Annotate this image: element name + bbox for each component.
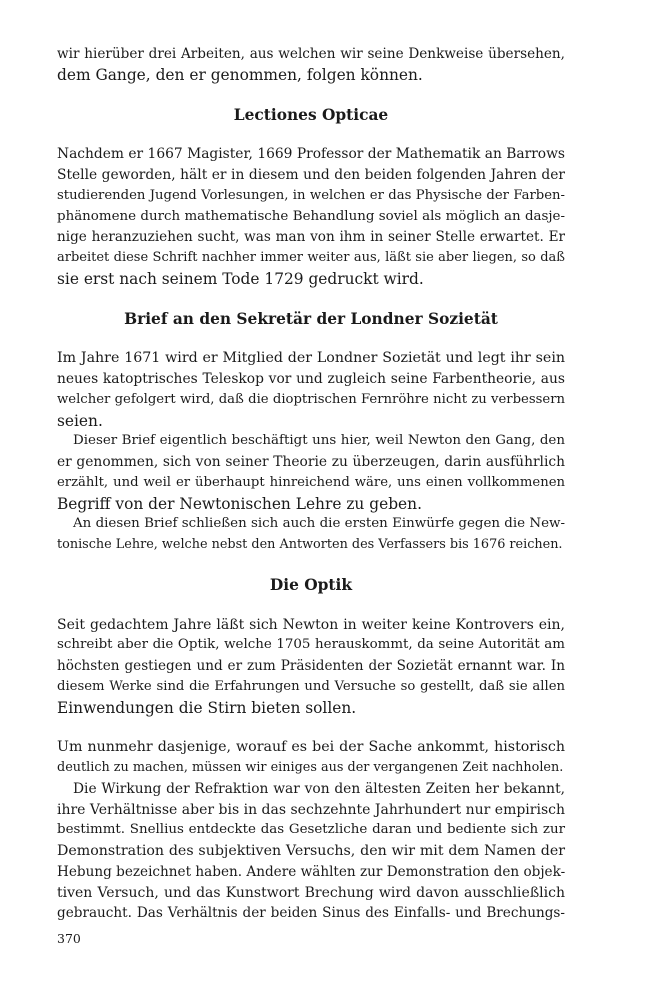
section-heading: Brief an den Sekretär der Londner Sozietät: [124, 309, 498, 328]
text-line: Stelle geworden, hält er in diesem und den beiden folgenden Jahren der: [57, 167, 565, 183]
text-line: Um nunmehr dasjenige, worauf es bei der Sache ankommt, historisch: [57, 739, 565, 756]
text-line: Die Wirkung der Refraktion war von den ältesten Zeiten her bekannt,: [73, 780, 565, 797]
text-line: Seit gedachtem Jahre läßt sich Newton in weiter keine Kontrovers ein,: [57, 616, 565, 633]
text-line: dem Gange, den er genommen, folgen können.: [57, 65, 423, 84]
paragraph: [57, 514, 565, 556]
text-line: neues katoptrisches Teleskop vor und zugleich seine Farbentheorie, aus: [57, 371, 565, 387]
text-line: An diesen Brief schließen sich auch die ersten Einwürfe gegen die New-: [73, 516, 565, 532]
paragraph: [57, 144, 565, 289]
text-line: Hebung bezeichnet haben. Andere wählten zur Demonstration den objek-: [57, 863, 566, 880]
text-line: gebraucht. Das Verhältnis der beiden Sinus des Einfalls- und Brechungs-: [57, 905, 565, 922]
text-line: höchsten gestiegen und er zum Präsidenten der Sozietät ernannt war. In: [57, 658, 565, 674]
text-line: diesem Werke sind die Erfahrungen und Versuche so gestellt, daß sie allen: [57, 678, 565, 694]
text-line: Demonstration des subjektiven Versuchs, den wir mit dem Namen der: [57, 843, 565, 859]
text-line: studierenden Jugend Vorlesungen, in welchen er das Physische der Farben-: [57, 187, 565, 203]
text-line: Dieser Brief eigentlich beschäftigt uns hier, weil Newton den Gang, den: [73, 433, 565, 449]
text-line: bestimmt. Snellius entdeckte das Gesetzliche daran und bediente sich zur: [57, 822, 565, 838]
text-line: schreibt aber die Optik, welche 1705 herauskommt, da seine Autorität am: [57, 637, 565, 653]
text-line: phänomene durch mathematische Behandlung soviel als möglich an dasje-: [57, 208, 565, 224]
section-heading: Die Optik: [269, 575, 353, 594]
text-line: arbeitet diese Schrift nachher immer weiter aus, läßt sie aber liegen, so daß: [57, 250, 565, 265]
body-text: [57, 44, 565, 924]
text-line: ihre Verhältnisse aber bis in das sechzehnte Jahrhundert nur empirisch: [57, 801, 565, 818]
paragraph: [57, 615, 565, 719]
text-line: tiven Versuch, und das Kunstwort Brechung wird davon ausschließlich: [57, 884, 565, 901]
paragraph: [57, 779, 565, 924]
text-line: welcher gefolgert wird, daß die dioptrischen Fernröhre nicht zu verbessern: [57, 391, 565, 407]
text-line: nige heranzuziehen sucht, was man von ihm in seiner Stelle erwartet. Er: [57, 229, 565, 246]
text-line: Nachdem er 1667 Magister, 1669 Professor der Mathematik an Barrows: [57, 146, 565, 163]
paragraph: [57, 737, 565, 779]
text-line: tonische Lehre, welche nebst den Antworten des Verfassers bis 1676 reichen.: [57, 537, 563, 552]
text-line: Im Jahre 1671 wird er Mitglied der Londner Sozietät und legt ihr sein: [57, 350, 565, 367]
page-number: 370: [57, 931, 81, 946]
section-heading: Lectiones Opticae: [233, 105, 389, 124]
text-line: er genommen, sich von seiner Theorie zu überzeugen, darin ausführlich: [57, 454, 565, 470]
text-line: erzählt, und weil er überhaupt hinreichend wäre, uns einen vollkommenen: [57, 474, 565, 490]
text-line: sie erst nach seinem Tode 1729 gedruckt wird.: [57, 269, 424, 288]
text-line: Einwendungen die Stirn bieten sollen.: [57, 698, 357, 717]
opening-paragraph: [57, 44, 565, 86]
text-line: Begriff von der Newtonischen Lehre zu geben.: [57, 494, 422, 513]
text-line: seien.: [57, 411, 103, 430]
text-line: wir hierüber drei Arbeiten, aus welchen wir seine Denkweise übersehen,: [57, 46, 565, 62]
text-line: deutlich zu machen, müssen wir einiges aus der vergangenen Zeit nachholen.: [57, 760, 564, 775]
paragraph: [57, 431, 565, 514]
paragraph: [57, 348, 565, 431]
